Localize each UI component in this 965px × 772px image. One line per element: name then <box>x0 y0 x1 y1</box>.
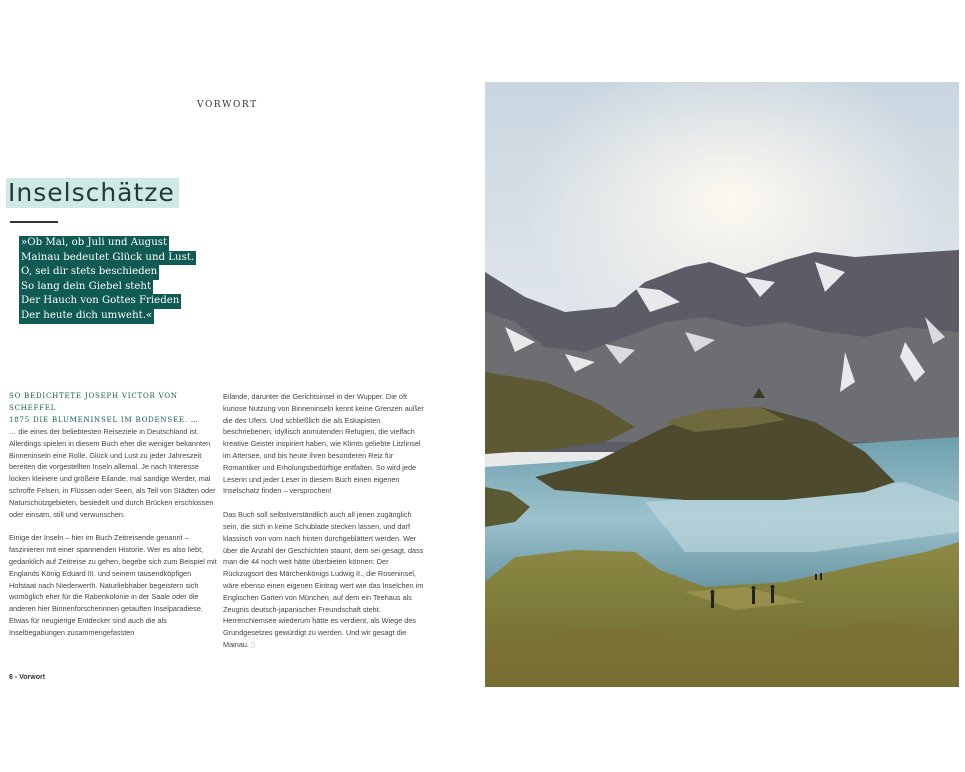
lead-line: 1875 DIE BLUMENINSEL IM BODENSEE. … <box>9 415 199 424</box>
page-footer: 6 - Vorwort <box>9 674 46 681</box>
landscape-photo <box>485 82 959 687</box>
body-text: Das Buch soll selbstverständlich auch all jenen zugänglich sein, die sich in keine Schublade stecken lassen, und darf klassisch von vorn nach hinten durchgeblättert werden. Wer über die Anzahl der Geschichten staunt, dem sei gesagt, dass man die 44 noch weit hätte überbieten können: Der Rückzugsort des Märchenkönigs Ludwig II., die Roseninsel, wäre ebenso einen eigenen Eintrag wert wie das Inselchen im Englischen Garten von München, auf dem ein Teehaus als Zeugnis deutsch-japanischer Freundschaft steht. Herrenchiemsee wiederum hätte es verdient, als Wiege des Grundgesetzes gewürdigt zu werden. Und wir gesagt die Mainau. <box>223 510 424 649</box>
body-paragraph: … die eines der beliebtesten Reiseziele in Deutschland ist. Allerdings spielen in diesem Buch eher die weniger bekannten Binneninseln eine Rolle. Glück und Lust zu jeder Jahreszeit bereiten die vorgestellten Inseln allemal. Je nach Interesse locken kleinere und größere Eilande, mal sandige Werder, mal schroffe Felsen, in Flüssen oder Seen, als Teil von Städten oder Naturschutzgebieten, besiedelt und durch Brücken erschlossen oder einsam, still und verwunschen. <box>9 427 216 519</box>
page-title: Inselschätze <box>6 178 179 208</box>
section-label: VORWORT <box>197 100 258 110</box>
quote-line: Mainau bedeutet Glück und Lust. <box>19 251 196 266</box>
text-column-right <box>223 391 428 663</box>
quote-line: Der Hauch von Gottes Frieden <box>19 294 181 309</box>
body-paragraph: Einige der Inseln – hier im Buch Zeitreisende genannt – faszinieren mit einer spannenden Historie. Wer es also liebt, gedanklich auf Zeitreise zu gehen, begebe sich zum Beispiel mit Englands König Eduard III. und seinem tausendköpfigen Hofstaat nach Niederwerth. Naturliebhaber begeistern sich womöglich eher für die Rabenkolonie in der Saale oder die anderen hier Binnenforscherinnen getauften Inselparadiese. Etwas für neugierige Entdecker sind auch die als Inselbegabungen zusammengefassten <box>9 533 217 637</box>
poem-quote <box>19 236 196 324</box>
end-of-article-mark: ▯ <box>251 639 256 649</box>
text-column-left <box>9 426 217 651</box>
quote-line: O, sei dir stets beschieden <box>19 265 159 280</box>
quote-line: »Ob Mai, ob Juli und August <box>19 236 169 251</box>
lead-line: SO BEDICHTETE JOSEPH VICTOR VON SCHEFFEL <box>9 392 178 412</box>
quote-line: Der heute dich umweht.« <box>19 309 154 324</box>
body-paragraph <box>223 509 428 651</box>
title-underline <box>10 221 58 223</box>
body-paragraph: Eilande, darunter die Gerichtsinsel in der Wupper. Die oft kuriose Nutzung von Binneninseln kennt keine Grenzen außer die des Ufers. Und schließlich die als Eskapisten beschriebenen, idyllisch anmutenden Refugien, die vielfach kreative Geister inspiriert haben, wie Klimts geliebte Litzlinsel im Attersee, und bis heute ihren besonderen Reiz für Romantiker und Erholungsbedürftige entfalten. So wird jede Leserin und jeder Leser in diesem Buch einen eigenen Inselschatz finden – versprochen! <box>223 392 424 496</box>
quote-line: So lang dein Giebel steht <box>19 280 153 295</box>
lead-paragraph <box>9 391 219 426</box>
